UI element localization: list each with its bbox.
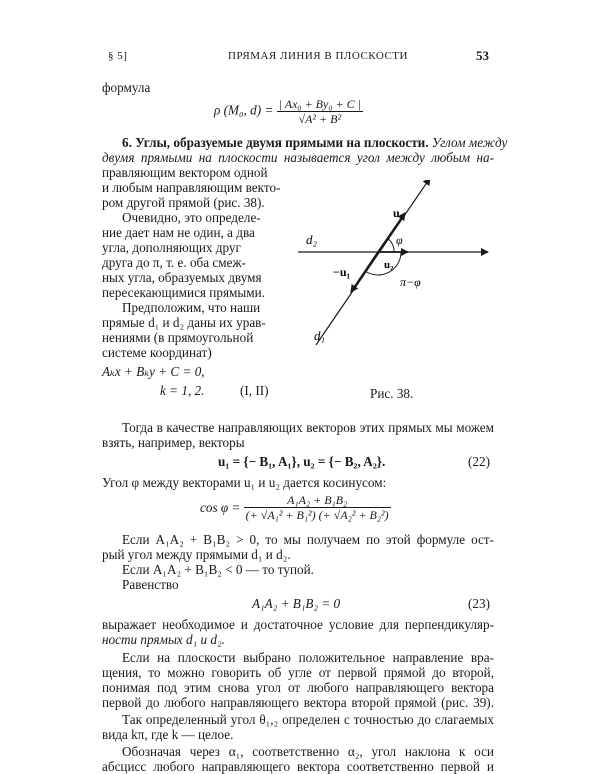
figure-caption: Рис. 38. — [370, 386, 414, 401]
figure-38 — [280, 180, 495, 380]
body-p7-line4: первой до любого направляющего вектора второй прямой (рис. 39). — [102, 695, 494, 710]
body-p7-line3: понимая под этим снова угол от любого направляющего вектора — [102, 680, 494, 695]
cosine-numerator: A₁A₂ + B₁B₂ — [244, 493, 391, 508]
section6-line-15: системе координат) — [102, 345, 212, 360]
cosine-lhs: cos φ = — [200, 500, 241, 515]
system-equation: Aₖx + Bₖy + C = 0, — [102, 364, 205, 379]
label-d2: d₂ — [306, 232, 318, 247]
body-p9-line2: абсцисс любого направляющего вектора соответственно первой и — [102, 759, 494, 774]
section6-line-4: и любым направляющим векто- — [102, 180, 281, 195]
cosine-formula — [200, 493, 391, 522]
equation-number-22: (22) — [468, 454, 490, 469]
section6-line-7: ние дает нам не один, а два — [102, 225, 255, 240]
body-p5: Равенство — [122, 577, 179, 592]
intro-word: формула — [102, 80, 151, 95]
section6-line-12: Предположим, что наши — [122, 300, 261, 315]
body-p6-line2: ности прямых d₁ и d₂. — [102, 632, 225, 647]
equation-number-23: (23) — [468, 596, 490, 611]
section6-line-3: правляющим вектором одной — [102, 165, 268, 180]
distance-formula-numerator: | Ax₀ + By₀ + C | — [278, 97, 361, 111]
body-p9-line1: Обозначая через α₁, соответственно α₂, угол наклона к оси — [122, 744, 494, 759]
body-p3-line1: Если A₁A₂ + B₁B₂ > 0, то мы получаем по этой формуле ост- — [122, 532, 494, 547]
distance-formula-fraction — [277, 97, 363, 126]
line-d1 — [316, 180, 430, 345]
body-p7-line1: Если на плоскости выбрано положительное направление вра- — [122, 650, 494, 665]
label-u2: u₂ — [384, 259, 394, 271]
section6-line-2: двумя прямыми на плоскости называется угол между любым на- — [102, 150, 494, 165]
section6-line-8: угла, дополняющих друг — [102, 240, 241, 255]
body-p6-line1: выражает необходимое и достаточное условие для перпендикуляр- — [102, 617, 494, 632]
section6-line-9: друга до π, т. е. оба смеж- — [102, 255, 246, 270]
header-section: § 5] — [108, 50, 128, 62]
body-p1-line1: Тогда в качестве направляющих векторов этих прямых мы можем — [122, 420, 494, 435]
section6-line-11: пересекающимися прямыми. — [102, 285, 265, 300]
label-u1: u₁ — [393, 206, 404, 220]
section6-line-5: ром другой прямой (рис. 38). — [102, 195, 265, 210]
system-label: (I, II) — [240, 383, 269, 398]
header-page-number: 53 — [476, 48, 489, 63]
cosine-denominator: (+ √A₁² + B₁²) (+ √A₂² + B₂²) — [245, 508, 389, 522]
distance-formula-denominator: √A² + B² — [298, 112, 342, 126]
perpendicular-equation: A₁A₂ + B₁B₂ = 0 — [252, 596, 341, 611]
body-p7-line2: щения, то можно говорить об угле от первой прямой до второй, — [102, 665, 494, 680]
section6-line-10: ных угла, образуемых двумя — [102, 270, 262, 285]
system-k: k = 1, 2. — [160, 383, 205, 398]
label-pi-minus-phi: π−φ — [400, 275, 421, 289]
distance-formula-lhs: ρ (M₀, d) = — [214, 102, 274, 118]
body-p8-line1: Так определенный угол θ₁,₂ определен с точностью до слагаемых — [122, 712, 494, 727]
section6-term: Углом между — [431, 135, 508, 150]
section6-line-6: Очевидно, это определе- — [122, 210, 261, 225]
body-p3-line2: рый угол между прямыми d₁ и d₂. — [102, 547, 291, 562]
body-p4: Если A₁A₂ + B₁B₂ < 0 — то тупой. — [122, 562, 314, 577]
section6-line-13: прямые d₁ и d₂ даны их урав- — [102, 315, 266, 330]
body-p1-line2: взять, например, векторы — [102, 435, 245, 450]
section6-title: 6. Углы, образуемые двумя прямыми на плоскости. — [122, 135, 429, 150]
body-p8-line2: вида kπ, где k — целое. — [102, 727, 234, 742]
section6-line-14: нениями (в прямоугольной — [102, 330, 254, 345]
header-running-title: ПРЯМАЯ ЛИНИЯ В ПЛОСКОСТИ — [228, 50, 408, 62]
label-minus-u1: −u₁ — [333, 265, 351, 279]
label-d1: d₁ — [314, 328, 326, 343]
section6-first-line — [102, 135, 508, 150]
vector-minus-u1 — [351, 252, 378, 292]
vectors-equation: u₁ = {− B₁, A₁}, u₂ = {− B₂, A₂}. — [218, 454, 386, 469]
cosine-fraction — [244, 493, 391, 522]
body-p2: Угол φ между векторами u₁ и u₂ дается косинусом: — [102, 475, 387, 490]
distance-formula — [214, 97, 363, 126]
label-phi: φ — [396, 233, 403, 247]
